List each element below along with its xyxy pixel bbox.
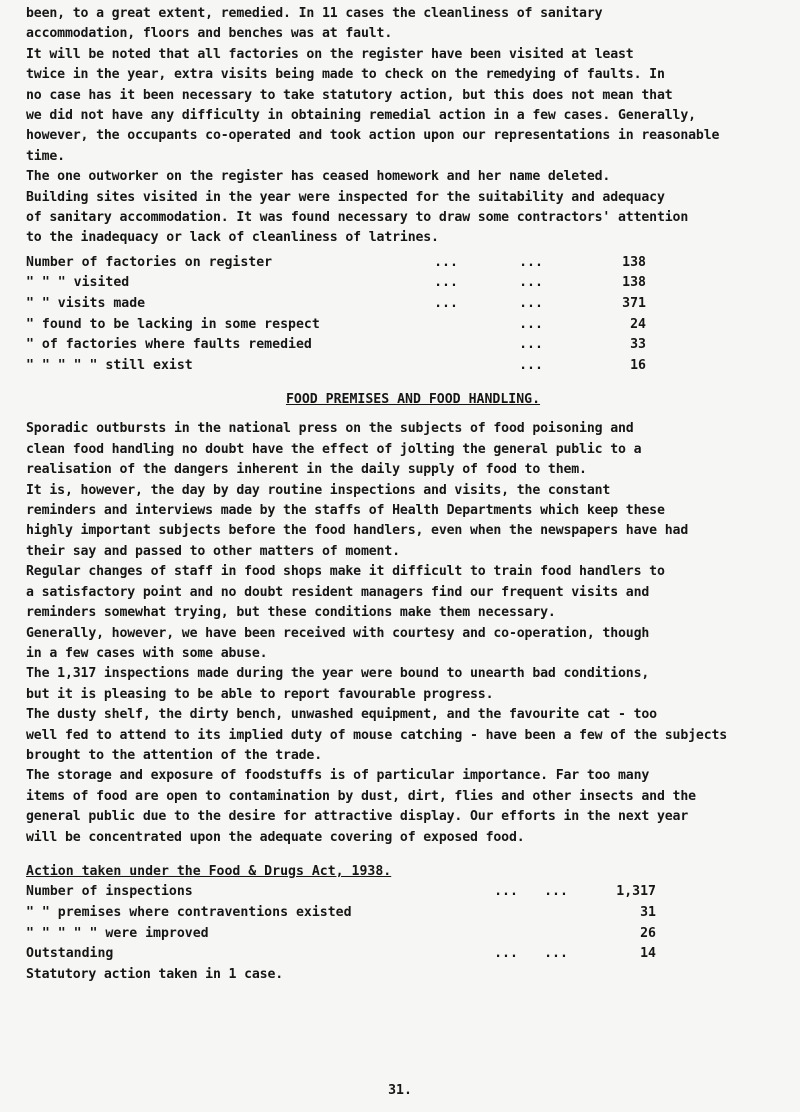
cell-value: 31 xyxy=(640,904,656,920)
cell-d2: ... xyxy=(544,946,568,962)
intro-paragraphs xyxy=(26,4,800,249)
table-row xyxy=(26,253,646,274)
cell-d1 xyxy=(486,924,526,945)
text-line: their say and passed to other matters of moment. xyxy=(26,543,400,559)
text-line: The dusty shelf, the dirty bench, unwashed equipment, and the favourite cat - too xyxy=(26,707,657,723)
text-line: we did not have any difficulty in obtaining remedial action in a few cases. Generally, xyxy=(26,108,696,124)
table-row xyxy=(26,356,646,377)
text-line: Sporadic outbursts in the national press on the subjects of food poisoning and xyxy=(26,421,634,437)
cell-value: 371 xyxy=(622,296,646,312)
factory-statistics-table xyxy=(26,253,646,377)
cell-label: Number of inspections xyxy=(26,884,193,900)
cell-value: 138 xyxy=(622,254,646,270)
table-row xyxy=(26,903,656,924)
cell-d2: ... xyxy=(544,884,568,900)
text-line: The one outworker on the register has ceased homework and her name deleted. xyxy=(26,169,611,185)
text-line: but it is pleasing to be able to report favourable progress. xyxy=(26,686,494,702)
text-line: general public due to the desire for attractive display. Our efforts in the next year xyxy=(26,809,689,825)
text-line: no case has it been necessary to take statutory action, but this does not mean that xyxy=(26,87,673,103)
text-line: Generally, however, we have been received with courtesy and co-operation, though xyxy=(26,625,650,641)
cell-d1 xyxy=(406,335,486,356)
cell-d1 xyxy=(406,315,486,336)
cell-d1: ... xyxy=(434,254,458,270)
section-heading: FOOD PREMISES AND FOOD HANDLING. xyxy=(285,392,541,408)
cell-label: " " " " " were improved xyxy=(26,925,209,941)
text-line: however, the occupants co-operated and took action upon our representations in reasonable xyxy=(26,128,720,144)
text-line: items of food are open to contamination by dust, dirt, flies and other insects and the xyxy=(26,788,696,804)
act-statistics-table xyxy=(26,882,656,964)
cell-value: 14 xyxy=(640,946,656,962)
text-line: of sanitary accommodation. It was found necessary to draw some contractors' attention xyxy=(26,210,689,226)
cell-d2 xyxy=(526,924,586,945)
text-line: It is, however, the day by day routine inspections and visits, the constant xyxy=(26,482,611,498)
cell-d2 xyxy=(526,903,586,924)
text-line: brought to the attention of the trade. xyxy=(26,747,323,763)
cell-value: 1,317 xyxy=(616,884,656,900)
statutory-action-line: Statutory action taken in 1 case. xyxy=(26,966,284,982)
table-row xyxy=(26,315,646,336)
cell-d1: ... xyxy=(434,275,458,291)
text-line: realisation of the dangers inherent in the daily supply of food to them. xyxy=(26,462,587,478)
cell-d2: ... xyxy=(519,296,543,312)
cell-value: 33 xyxy=(630,337,646,353)
cell-d1: ... xyxy=(434,296,458,312)
cell-label: " " premises where contraventions existed xyxy=(26,904,352,920)
page-number: 31. xyxy=(388,1083,412,1098)
cell-d2: ... xyxy=(519,357,543,373)
cell-d2: ... xyxy=(519,337,543,353)
cell-value: 138 xyxy=(622,275,646,291)
food-paragraphs xyxy=(26,419,800,848)
text-line: a satisfactory point and no doubt resident managers find our frequent visits and xyxy=(26,584,650,600)
text-line: in a few cases with some abuse. xyxy=(26,645,268,661)
cell-value: 24 xyxy=(630,316,646,332)
table-row xyxy=(26,273,646,294)
cell-label: Number of factories on register xyxy=(26,254,273,270)
text-line: highly important subjects before the food handlers, even when the newspapers have had xyxy=(26,523,689,539)
cell-label: " found to be lacking in some respect xyxy=(26,316,320,332)
text-line: twice in the year, extra visits being made to check on the remedying of faults. In xyxy=(26,67,665,83)
cell-d2: ... xyxy=(519,254,543,270)
cell-d1: ... xyxy=(494,946,518,962)
text-line: Building sites visited in the year were inspected for the suitability and adequacy xyxy=(26,189,665,205)
cell-value: 16 xyxy=(630,357,646,373)
text-line: The storage and exposure of foodstuffs is of particular importance. Far too many xyxy=(26,768,650,784)
cell-d2: ... xyxy=(519,316,543,332)
table-row xyxy=(26,335,646,356)
text-line: clean food handling no doubt have the effect of jolting the general public to a xyxy=(26,441,642,457)
text-line: reminders somewhat trying, but these conditions make them necessary. xyxy=(26,605,556,621)
table-row xyxy=(26,924,656,945)
cell-d1 xyxy=(406,356,486,377)
cell-label: " of factories where faults remedied xyxy=(26,337,312,353)
cell-label: " " " " " still exist xyxy=(26,357,193,373)
cell-d1: ... xyxy=(494,884,518,900)
text-line: well fed to attend to its implied duty of mouse catching - have been a few of the subjects xyxy=(26,727,728,743)
cell-value: 26 xyxy=(640,925,656,941)
cell-d1 xyxy=(486,903,526,924)
text-line: Regular changes of staff in food shops make it difficult to train food handlers to xyxy=(26,564,665,580)
cell-label: " " " visited xyxy=(26,275,130,291)
cell-label: " " visits made xyxy=(26,296,146,312)
text-line: to the inadequacy or lack of cleanliness of latrines. xyxy=(26,230,439,246)
table-row xyxy=(26,294,646,315)
text-line: time. xyxy=(26,148,65,164)
text-line: will be concentrated upon the adequate covering of exposed food. xyxy=(26,829,525,845)
text-line: been, to a great extent, remedied. In 11 cases the cleanliness of sanitary xyxy=(26,6,603,21)
act-subheading: Action taken under the Food & Drugs Act, 1938. xyxy=(26,863,392,879)
table-row xyxy=(26,944,656,965)
table-row xyxy=(26,882,656,903)
cell-label: Outstanding xyxy=(26,946,114,962)
cell-d2: ... xyxy=(519,275,543,291)
text-line: reminders and interviews made by the staffs of Health Departments which keep these xyxy=(26,503,665,519)
text-line: accommodation, floors and benches was at fault. xyxy=(26,26,393,42)
text-line: It will be noted that all factories on the register have been visited at least xyxy=(26,46,634,62)
text-line: The 1,317 inspections made during the year were bound to unearth bad conditions, xyxy=(26,666,650,682)
